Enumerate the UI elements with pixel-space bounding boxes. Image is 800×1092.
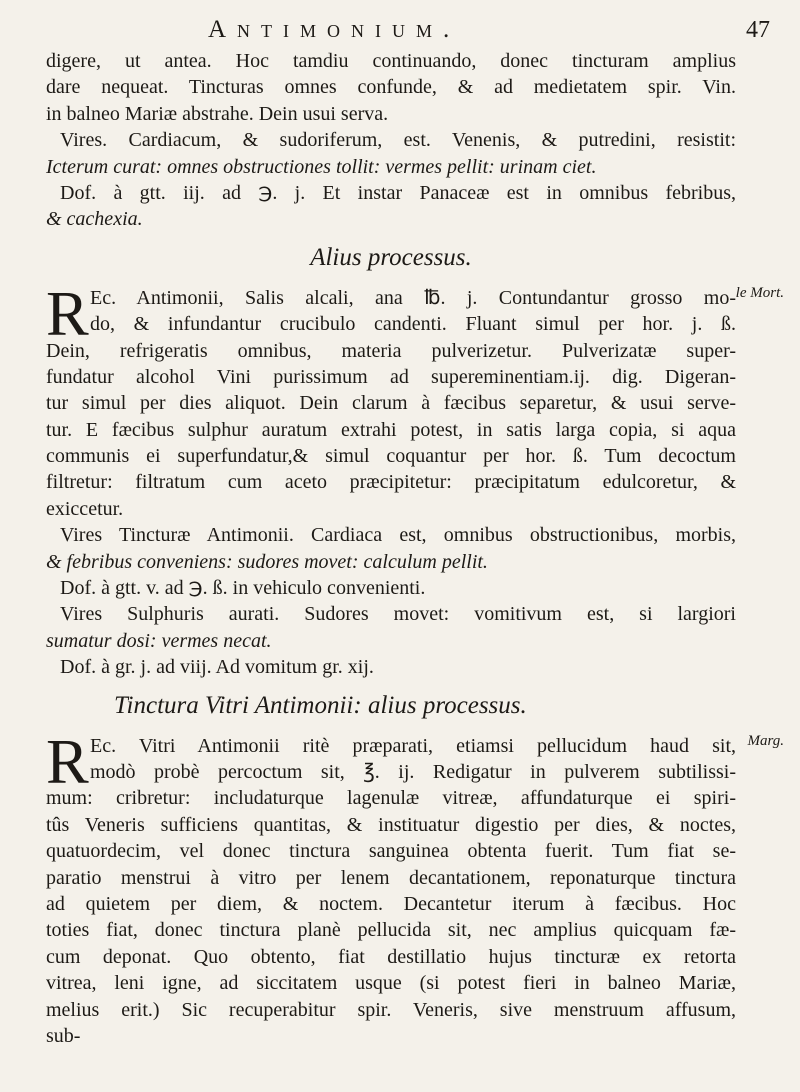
text-line: paratio menstrui à vitro per lenem decantationem, reponaturque tinctura [46, 866, 736, 889]
recipe-paragraph [46, 277, 784, 681]
section-heading: Alius processus. [310, 243, 472, 271]
page-number: 47 [746, 17, 770, 43]
text-line: Dof. à gr. j. ad viij. Ad vomitum gr. xij. [60, 656, 374, 679]
text-line: fundatur alcohol Vini purissimum ad supereminentiam.ij. dig. Digeran- [46, 365, 736, 388]
text-line: Dof. à gtt. iij. ad ℈. j. Et instar Panaceæ est in omnibus febribus, [60, 181, 736, 204]
text-line: tur simul per dies aliquot. Dein clarum à fæcibus separetur, & usui serve- [46, 392, 736, 415]
text-line: filtretur: filtratum cum aceto præcipitetur: præcipitatum edulcoretur, & [46, 471, 736, 494]
text-line: & febribus conveniens: sudores movet: calculum pellit. [46, 550, 488, 573]
text-line: melius erit.) Sic recuperabitur spir. Veneris, sive menstruum affusum, [46, 998, 736, 1021]
text-line: Dof. à gtt. v. ad ℈. ß. in vehiculo convenienti. [60, 577, 426, 600]
text-line: mum: cribretur: includaturque lagenulæ vitreæ, affundaturque ei spiri- [46, 787, 736, 810]
text-line: dare nequeat. Tincturas omnes confunde, & ad medietatem spir. Vin. [46, 76, 736, 99]
section-heading: Tinctura Vitri Antimonii: alius processus. [114, 691, 527, 719]
text-line: sumatur dosi: vermes necat. [46, 629, 272, 652]
text-line: Icterum curat: omnes obstructiones tollit: vermes pellit: urinam ciet. [46, 155, 597, 178]
text-line: ad quietem per diem, & noctem. Decantetur iterum à fæcibus. Hoc [46, 892, 736, 915]
running-title: Antimonium. [208, 16, 461, 43]
margin-note: Marg. [747, 732, 784, 749]
paragraph-continued [46, 48, 736, 233]
text-line: vitrea, leni igne, ad siccitatem usque (si potest fieri in balneo Mariæ, [46, 972, 736, 995]
text-line: digere, ut antea. Hoc tamdiu continuando, donec tincturam amplius [46, 50, 736, 72]
text-line: in balneo Mariæ abstrahe. Dein usui serva. [46, 102, 389, 125]
text-line: Ec. Antimonii, Salis alcali, ana ℔. j. Contundantur grosso mo- [90, 286, 736, 309]
text-line: Vires. Cardiacum, & sudoriferum, est. Venenis, & putredini, resistit: [60, 129, 736, 152]
text-body [46, 48, 784, 1049]
text-line: modò probè percoctum sit, ℥. ij. Redigatur in pulverem subtilissi- [90, 760, 736, 783]
text-line: toties fiat, donec tinctura planè pellucida sit, nec amplius quicquam fæ- [46, 919, 736, 942]
drop-cap: R [46, 725, 89, 797]
text-line: Vires Sulphuris aurati. Sudores movet: vomitivum est, si largiori [60, 603, 736, 626]
text-line: Vires Tincturæ Antimonii. Cardiaca est, omnibus obstructionibus, morbis, [60, 524, 736, 547]
text-line: cum deponat. Quo obtento, fiat destillatio hujus tincturæ ex retorta [46, 945, 736, 968]
text-line: Ec. Vitri Antimonii ritè præparati, etiamsi pellucidum haud sit, [90, 734, 736, 757]
text-line: quatuordecim, vel donec tinctura sanguinea obtenta fuerit. Tum fiat se- [46, 840, 736, 863]
margin-note: le Mort. [735, 284, 784, 301]
drop-cap: R [46, 277, 89, 349]
recipe-paragraph [46, 725, 784, 1050]
text-line: exiccetur. [46, 497, 124, 520]
text-line: & cachexia. [46, 208, 143, 231]
catchword: sub- [46, 1024, 81, 1047]
text-line: communis ei superfundatur,& simul coquantur per hor. ß. Tum decoctum [46, 445, 736, 468]
text-line: tûs Veneris sufficiens quantitas, & instituatur digestio per dies, & noctes, [46, 813, 736, 836]
text-line: do, & infundantur crucibulo candenti. Fluant simul per hor. j. ß. [90, 313, 736, 336]
text-line: Dein, refrigeratis omnibus, materia pulverizetur. Pulverizatæ super- [46, 339, 736, 362]
text-line: tur. E fæcibus sulphur auratum extrahi potest, in satis larga copia, si aqua [46, 418, 736, 441]
page-header [0, 14, 800, 50]
